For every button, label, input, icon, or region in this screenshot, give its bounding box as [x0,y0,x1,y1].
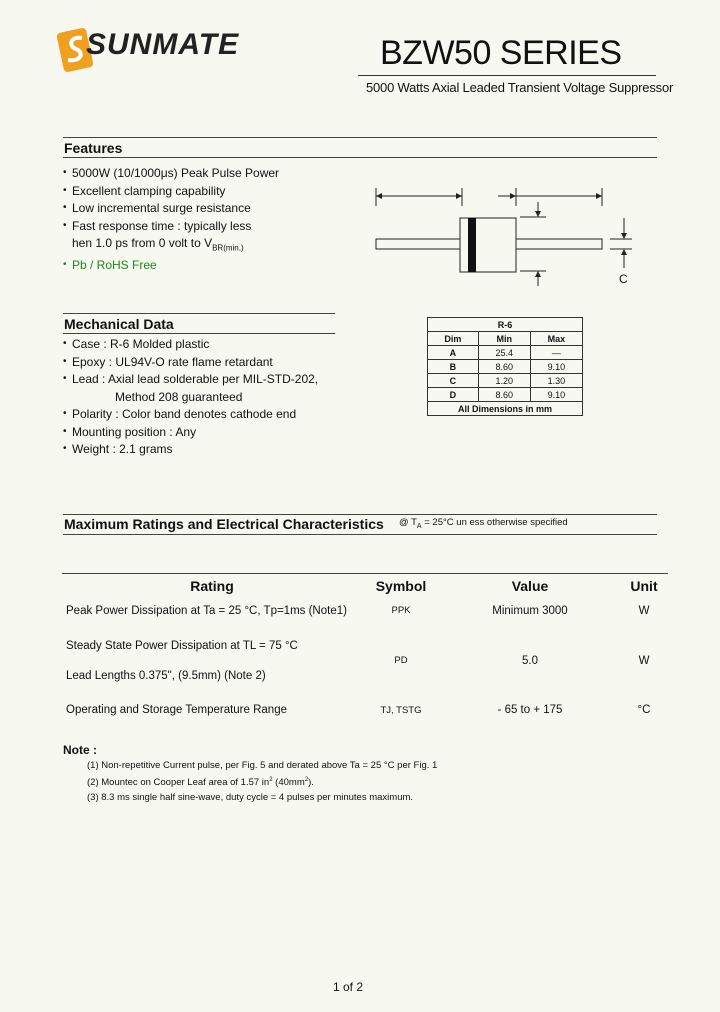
dimension-label-c: C [619,272,628,286]
mechanical-item: • Epoxy : UL94V-O rate flame retardant [63,354,318,372]
dimensions-package: R-6 [428,318,583,332]
dimensions-header: Max [530,332,582,346]
features-heading: Features [64,140,123,156]
dimensions-row: B 8.60 9.10 [428,360,583,374]
notes-title: Note : [63,743,97,757]
ratings-table [62,573,668,728]
mechanical-item: • Weight : 2.1 grams [63,441,318,459]
feature-item: • Low incremental surge resistance [63,200,279,218]
dimensions-row: A 25.4 — [428,346,583,360]
dimensions-footer: All Dimensions in mm [428,402,583,416]
features-top-rule [63,137,657,138]
ratings-row: Peak Power Dissipation at Ta = 25 °C, Tp=1ms (Note1) PPK Minimum 3000 W [66,605,650,617]
package-outline-diagram [370,180,650,290]
mechanical-heading: Mechanical Data [64,316,174,332]
ratings-top-rule [63,514,657,515]
dimensions-header: Min [478,332,530,346]
page-subtitle: 5000 Watts Axial Leaded Transient Voltage Suppressor [366,80,674,95]
feature-item-rohs: • Pb / RoHS Free [63,257,279,275]
features-bottom-rule [63,157,657,158]
dimensions-row: D 8.60 9.10 [428,388,583,402]
mechanical-top-rule [63,313,335,314]
ratings-header-value: Value [511,578,549,594]
mechanical-item: • Case : R-6 Molded plastic [63,336,318,354]
ratings-condition: @ $T_A = 25^\circ C$ un ess otherwise specified [399,517,568,530]
ratings-bottom-rule [63,534,657,535]
ratings-header-symbol: Symbol [375,578,427,594]
mechanical-bottom-rule [63,333,335,334]
feature-item: • Excellent clamping capability [63,183,279,201]
mechanical-list [63,336,318,459]
feature-item-continued: hen 1.0 ps from 0 volt to $V_{BR(min.)}$ [72,236,244,253]
note-item: (2) Mountec on Cooper Leaf area of 1.57 $in^2$ $(40mm^2)$. [87,777,314,789]
ratings-row: Operating and Storage Temperature Range TJ, TSTG - 65 to + 175 °C [66,704,651,716]
ratings-row: Steady State Power Dissipation at TL = 75 °C Lead Lengths 0.375", (9.5mm) (Note 2) PD 5.0 W [66,640,650,682]
cathode-band [468,218,476,272]
ratings-heading: Maximum Ratings and Electrical Characteristics [64,516,384,532]
feature-item: • 5000W (10/1000μs) Peak Pulse Power [63,165,279,183]
note-item: (3) 8.3 ms single half sine-wave, duty cycle = 4 pulses per minutes maximum. [87,792,414,804]
title-divider [358,75,656,76]
brand-name: SUNMATE [86,28,240,61]
features-list [63,165,279,274]
mechanical-item: • Lead : Axial lead solderable per MIL-STD-202, [63,371,318,389]
notes-list [87,758,437,805]
ratings-header-rating: Rating [190,578,234,594]
page-title: BZW50 SERIES [380,34,622,72]
feature-item: • Fast response time : typically less [63,218,279,236]
dimensions-table [427,317,583,416]
mechanical-item: • Polarity : Color band denotes cathode end [63,406,318,424]
mechanical-item-continued: Method 208 guaranteed [115,389,243,404]
mechanical-item: • Mounting position : Any [63,424,318,442]
dimensions-header: Dim [428,332,479,346]
note-item: (1) Non-repetitive Current pulse, per Fig. 5 and derated above Ta = 25 °C per Fig. 1 [87,760,438,771]
dimensions-row: C 1.20 1.30 [428,374,583,388]
ratings-header-unit: Unit [630,578,658,594]
page-number: 1 of 2 [333,980,364,994]
